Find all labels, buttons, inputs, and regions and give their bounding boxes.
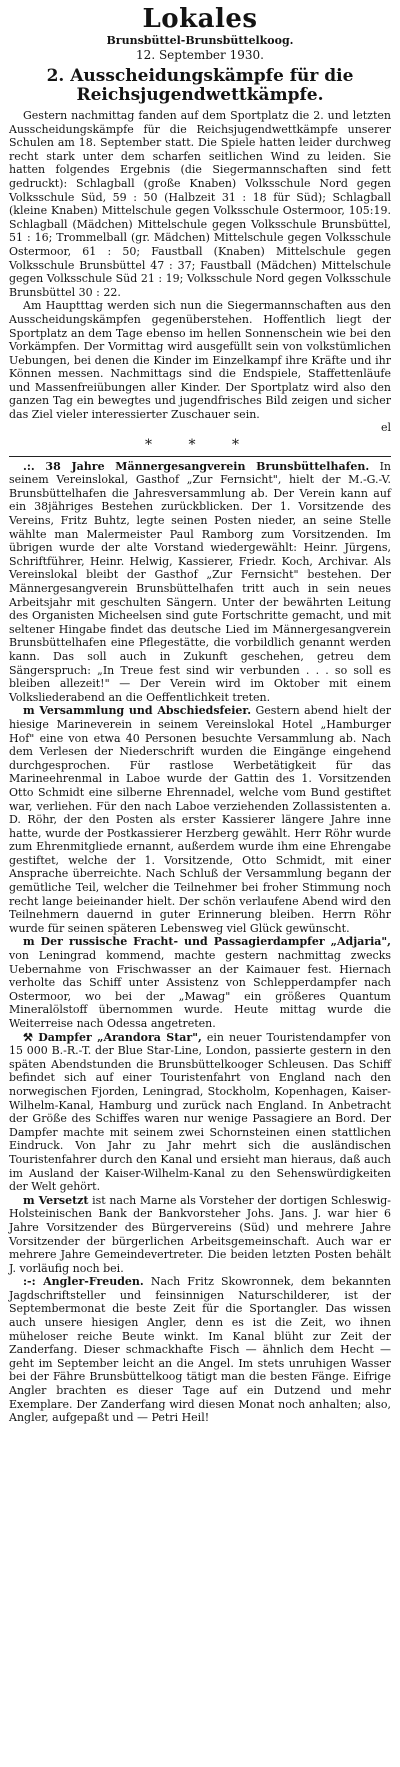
article-lead: :-: Angler-Freuden. xyxy=(23,1275,144,1289)
article-body: ein neuer Touristendampfer von 15 000 B.-R.-T. der Blue Star-Line, London, passierte gestern in den späten Abendstunden die Brunsbüttelkooger Schleusen. Das Schiff befindet sich auf einer Touristenfahrt von England nach den norwegischen Fjorden, Leningrad, Stockholm, Kopenhagen, Kaiser-Wilhelm-Kanal, Hamburg und zurück nach England. In Anbetracht der Größe des Schiffes waren nur wenige Passagiere an Bord. Der Dampfer machte mit seinem zwei Schornsteinen einen stattlichen Eindruck. Von Jahr zu Jahr mehrt sich die ausländischen Touristenfahrer durch den Kanal und ersieht man hieraus, daß auch im Ausland der Kaiser-Wilhelm-Kanal zu den Sehenswürdigkeiten der Welt gehört. xyxy=(9,1030,392,1194)
section-divider-stars: * * * xyxy=(145,436,255,453)
article-signature: el xyxy=(380,420,391,434)
article-maennergesangverein xyxy=(9,460,391,705)
article-body: Gestern abend hielt der hiesige Marineverein in seinem Vereinslokal Hotel „Hamburger Hof" eine von etwa 40 Personen besuchte Versammlung ab. Nach dem Verlesen der Niederschrift wurden die Eingänge eingehend durchgesprochen. Für rastlose Werbetätigkeit für das Marineehrenmal in Laboe wurde der Gattin des 1. Vorsitzenden Otto Schmidt eine silberne Ehrennadel, welche vom Bund gestiftet war, verliehen. Für den nach Laboe verziehenden Zollassistenten a. D. Röhr, der den Posten als erster Kassierer längere Jahre inne hatte, wurde der Postkassierer Herzberg gewählt. Herr Röhr wurde zum Ehrenmitgliede ernannt, außerdem wurde ihm eine Ehrengabe gestiftet, welche der 1. Vorsitzende, Otto Schmidt, mit einer Ansprache überreichte. Nach Schluß der Versammlung begann der gemütliche Teil, welcher die Teilnehmer bei froher Stimmung noch recht lange beieinander hielt. Der schön verlaufene Abend wird den Teilnehmern dauernd in guter Erinnerung bleiben. Herrn Röhr wurde für seinen späteren Lebensweg viel Glück gewünscht. xyxy=(9,704,392,935)
article-paragraph: Am Hauptttag werden sich nun die Siegermannschaften aus den Ausscheidungskämpfen gegenüberstehen. Hoffentlich liegt der Sportplatz an dem Tage ebenso im hellen Sonnenschein wie bei den Vorkämpfen. Der Vormittag wird ausgefüllt sein von volkstümlichen Uebungen, bei denen die Kinder im Einzelkampf ihre Kräfte und ihr Können messen. Nachmittags sind die Endspiele, Staffettenläufe und Massenfreiübungen aller Kinder. Der Sportplatz wird also den ganzen Tag ein bewegtes und jugendfrisches Bild zeigen und sicher das Ziel vieler interessierter Zuschauer sein. xyxy=(9,299,391,422)
article-body: von Leningrad kommend, machte gestern nachmittag zwecks Uebernahme von Frischwasser an der Kaimauer fest. Hiernach verholte das Schiff unter Assistenz von Schlepperdampfer nach Ostermoor, wo bei der „Mawag" ein größeres Quantum Mineralölstoff übernommen wurde. Heute mittag wurde die Weiterreise nach Odessa angetreten. xyxy=(9,949,391,1030)
article-paragraph: Gestern nachmittag fanden auf dem Sportplatz die 2. und letzten Ausscheidungskämpfe für die Reichsjugendwettkämpfe unserer Schulen am 18. September statt. Die Spiele hatten leider durchweg recht stark unter dem scharfen seitlichen Wind zu leiden. Sie hatten folgendes Ergebnis (die Siegermannschaften sind fett gedruckt): Schlagball (große Knaben) Volksschule Nord gegen Volksschule Süd, 59 : 50 (Halbzeit 31 : 18 für Süd); Schlagball (kleine Knaben) Mittelschule gegen Volksschule Ostermoor, 105:19. Schlagball (Mädchen) Mittelschule gegen Volksschule Brunsbüttel, 51 : 16; Trommelball (gr. Mädchen) Mittelschule gegen Volksschule Ostermoor, 61 : 50; Faustball (Knaben) Mittelschule gegen Volksschule Brunsbüttel 47 : 37; Faustball (Mädchen) Mittelschule gegen Volksschule Süd 21 : 19; Volksschule Nord gegen Volksschule Brunsbüttel 30 : 22. xyxy=(9,109,391,299)
article-lead: .:. 38 Jahre Männergesangverein Brunsbüttelhafen. xyxy=(23,459,370,473)
article-headline: 2. Ausscheidungskämpfe für die Reichsjugendwettkämpfe. xyxy=(46,66,354,105)
article-body: Nach Fritz Skowronnek, dem bekannten Jagdschriftsteller und feinsinnigen Naturschilderer, ist der Septembermonat die beste Zeit für die Sportangler. Das wissen auch unsere hiesigen Angler, denn es ist die Zeit, wo ihnen müheloser reiche Beute winkt. Im Kanal blüht zur Zeit der Zanderfang. Dieser schmackhafte Fisch — ähnlich dem Hecht — geht im September leicht an die Angel. Im stets unruhigen Wasser bei der Fähre Brunsbüttelkoog tätigt man die besten Fänge. Eifrige Angler brachten es dieser Tage auf ein Dutzend und mehr Exemplare. Der Zanderfang wird diesen Monat noch anhalten; also, Angler, aufgepaßt und — Petri Heil! xyxy=(9,1275,391,1425)
rule-divider xyxy=(9,456,391,457)
article-lead: ⚒ Dampfer „Arandora Star", xyxy=(23,1030,202,1044)
article-body: ist nach Marne als Vorsteher der dortigen Schleswig-Holsteinischen Bank der Bankvorsteher Johs. Jans. J. war hier 6 Jahre Vorsitzender des Bürgervereins (Süd) und mehrere Jahre Vorsitzender der bürgerlichen Arbeitsgemeinschaft. Auch war er mehrere Jahre Gemeindevertreter. Die beiden letzten Posten behält J. vorläufig noch bei. xyxy=(9,1193,392,1275)
masthead xyxy=(9,4,391,63)
article-adjaria xyxy=(9,935,391,1030)
article-reichsjugendwettkaempfe xyxy=(9,67,391,454)
article-versammlung xyxy=(9,704,391,935)
article-angler-freuden xyxy=(9,1275,391,1425)
issue-date: 12. September 1930. xyxy=(136,48,264,62)
newspaper-page xyxy=(9,0,391,1425)
article-lead: m Der russische Fracht- und Passagierdampfer „Adjaria", xyxy=(23,935,391,949)
article-versetzt xyxy=(9,1194,391,1276)
section-title: Lokales xyxy=(142,4,258,34)
section-subtitle: Brunsbüttel-Brunsbüttelkoog. xyxy=(106,34,294,47)
article-arandora-star xyxy=(9,1031,391,1194)
article-lead: m Versetzt xyxy=(23,1193,89,1207)
article-body: In seinem Vereinslokal, Gasthof „Zur Fernsicht", hielt der M.-G.-V. Brunsbüttelhafen die Jahresversammlung ab. Der Verein kann auf ein 38jähriges Bestehen zurückblicken. Der 1. Vorsitzende des Vereins, Fritz Buhtz, legte seinen Posten nieder, an seine Stelle wählte man Malermeister Paul Ramborg zum Vorsitzenden. Im übrigen wurde der alte Vorstand wiedergewählt: Heinr. Jürgens, Schriftführer, Heinr. Helwig, Kassierer, Friedr. Koch, Archivar. Als Vereinslokal bleibt der Gasthof „Zur Fernsicht" bestehen. Der Männergesangverein Brunsbüttelhafen tritt auch in sein neues Arbeitsjahr mit geschulten Sängern. Unter der bewährten Leitung des Organisten Micheelsen sind gute Fortschritte gemacht, und mit seltener Hingabe findet das deutsche Lied im Männergesangverein Brunsbüttelhafen eine Pflegestätte, die vorbildlich genannt werden kann. Das soll auch in Zukunft geschehen, getreu dem Sängerspruch: „In Treue fest sind wir verbunden . . . so soll es bleiben allezeit!" — Der Verein wird im Oktober mit einem Volksliederabend an die Oeffentlichkeit treten. xyxy=(9,459,391,704)
article-lead: m Versammlung und Abschiedsfeier. xyxy=(23,704,252,718)
